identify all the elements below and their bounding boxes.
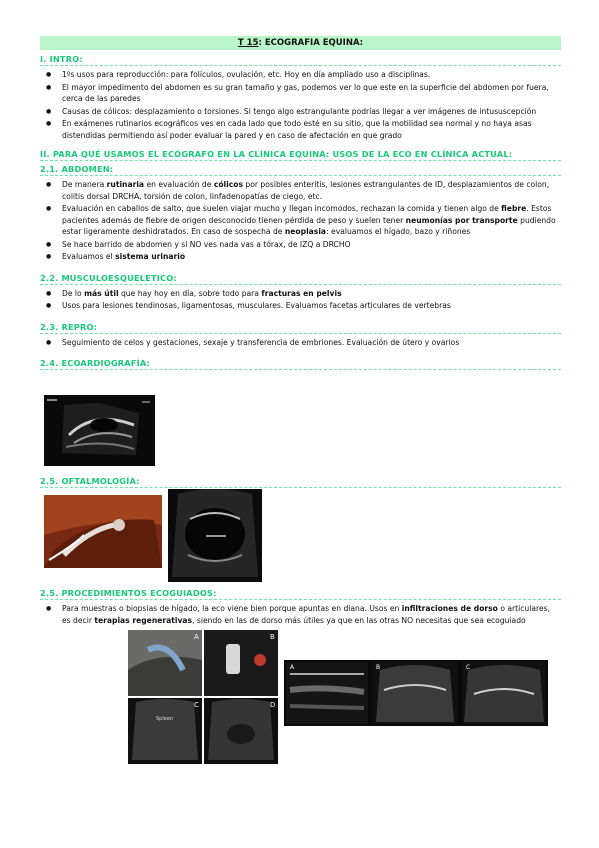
- abdomen-list: [40, 179, 561, 263]
- strip-label-c: C: [466, 664, 471, 671]
- title-text: : ECOGRAFIA EQUINA:: [258, 38, 364, 48]
- intro-list: [40, 69, 561, 141]
- echocardiogram-image: [44, 395, 155, 466]
- eye-exam-photo: [44, 495, 162, 568]
- procedimientos-list: [40, 603, 561, 626]
- section-abdomen-heading: 2.1. ABDOMEN:: [40, 164, 561, 176]
- strip-label-a: A: [290, 664, 295, 671]
- list-item: ● En exámenes rutinarios ecográficos ves en cada lado que todo esté en su sitio, que la motilidad sea normal y no haya asas distendidas permitiendo así poder evaluar la pared y en caso de afectación en que grado: [40, 118, 561, 141]
- section-procedimientos-heading: 2.5. PROCEDIMIENTOS ECOGUIADOS:: [40, 588, 561, 600]
- section-oftalmo-heading: 2.5. OFTALMOLOGÍA:: [40, 476, 561, 488]
- title-number: T 15: [237, 38, 259, 48]
- ocular-ultrasound-image: [168, 489, 262, 582]
- section-ecocardio-heading: 2.4. ECOARDIOGRAFÍA:: [40, 358, 561, 370]
- list-item: ● De manera rutinaria en evaluación de cólicos por posibles enteritis, lesiones estrangulantes de ID, desplazamientos de colon, colitis dorsal DRCHA, torsión de colon, linfadenopatías de ciego, etc.: [40, 179, 561, 202]
- repro-list: [40, 337, 561, 349]
- strip-label-b: B: [376, 664, 381, 671]
- document-title: [40, 36, 561, 50]
- figure-label-c: C: [194, 701, 199, 709]
- list-item: ● Para muestras o biopsias de hígado, la eco viene bien porque apuntas en diana. Usos en infiltraciones de dorso o articulares, es decir terapias regenerativas, siendo en las de dorso más útiles ya que en las otras NO necesitas que sea ecoguiado: [40, 603, 561, 626]
- section-intro-heading: I. INTRO:: [40, 54, 561, 66]
- figure-label-d: D: [270, 701, 276, 709]
- list-item: ● 1ºs usos para reproducción: para folículos, ovulación, etc. Hoy en día ampliado uso a disciplinas.: [40, 69, 561, 81]
- section-usos-heading: II. PARA QUÉ USAMOS EL ECÓGRAFO EN LA CLÍNICA EQUINA: USOS DE LA ECO EN CLÍNICA ACTUAL:: [40, 149, 561, 161]
- musculo-list: [40, 288, 561, 312]
- list-item: ● El mayor impedimento del abdomen es su gran tamaño y gas, podemos ver lo que este en la superficie del abdomen por fuera, cerca de las paredes: [40, 82, 561, 105]
- list-item: ● Causas de cólicos: desplazamiento o torsiones. Si tengo algo estrangulante podrías llegar a ver imágenes de intususcepción: [40, 106, 561, 118]
- figure-label-spleen: Spleen: [156, 716, 174, 722]
- figure-label-a: A: [194, 633, 199, 641]
- section-repro-heading: 2.3. REPRO:: [40, 322, 561, 334]
- document-page: [40, 36, 561, 373]
- list-item: ● Se hace barrido de abdomen y si NO ves nada vas a tórax, de IZQ a DRCHO: [40, 239, 561, 251]
- list-item: ● Usos para lesiones tendinosas, ligamentosas, musculares. Evaluamos facetas articulares de vertebras: [40, 300, 561, 312]
- ultrasound-strip: [284, 660, 548, 726]
- list-item: ● De lo más útil que hay hoy en día, sobre todo para fracturas en pelvis: [40, 288, 561, 300]
- section-musculo-heading: 2.2. MUSCULOESQUELETICO:: [40, 273, 561, 285]
- list-item: ● Seguimiento de celos y gestaciones, sexaje y transferencia de embriones. Evaluación de útero y ovarios: [40, 337, 561, 349]
- guided-procedure-figure: [128, 630, 278, 764]
- list-item: ● Evaluación en caballos de salto, que suelen viajar mucho y llegan incomodos, rechazan la comida y tienen algo de fiebre. Estos pacientes además de fiebre de origen desconocido tienen pérdida de peso y suelen tener neumonías por transporte pudiendo estar ligeramente deshidratados. En caso de sospecha de neoplasia: evaluamos el hígado, bazo y riñones: [40, 203, 561, 238]
- list-item: ● Evaluamos el sistema urinario: [40, 251, 561, 263]
- figure-label-b: B: [270, 633, 275, 641]
